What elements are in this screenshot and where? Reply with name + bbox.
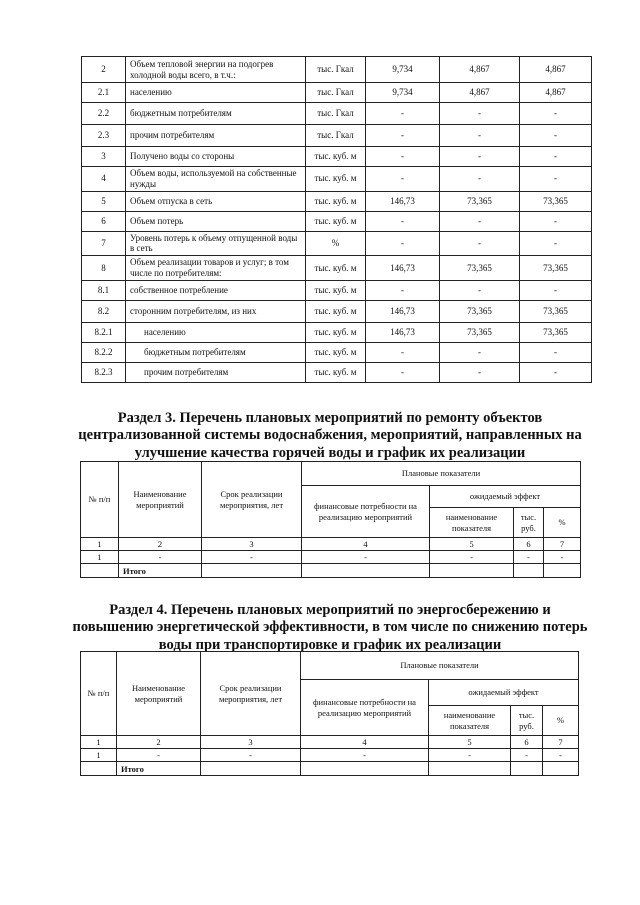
col-plan-header: Плановые показатели (301, 652, 579, 680)
row-number: 6 (82, 211, 126, 231)
row-name: Объем тепловой энергии на подогрев холодной воды всего, в т.ч.: (126, 57, 306, 83)
row-name: бюджетным потребителям (126, 103, 306, 125)
col-finance-header: финансовые потребности на реализацию мероприятий (301, 680, 429, 736)
row-name: населению (126, 83, 306, 103)
balance-table (81, 56, 592, 383)
cell (81, 564, 119, 578)
table-row (82, 125, 592, 147)
row-unit: тыс. куб. м (306, 362, 366, 382)
col-finance-header: финансовые потребности на реализацию мероприятий (302, 486, 430, 538)
row-value: 73,365 (440, 300, 520, 322)
row-value: - (440, 362, 520, 382)
row-value: - (366, 103, 440, 125)
row-value: - (520, 280, 592, 300)
colnum: 4 (302, 538, 430, 551)
col-rub-header: тыс. руб. (514, 508, 544, 538)
cell (511, 762, 543, 776)
row-unit: тыс. куб. м (306, 280, 366, 300)
colnum: 3 (202, 538, 302, 551)
row-unit: тыс. Гкал (306, 83, 366, 103)
table-row (82, 342, 592, 362)
cell: - (302, 551, 430, 564)
row-value: 9,734 (366, 83, 440, 103)
row-unit: тыс. куб. м (306, 147, 366, 167)
section3-table (80, 461, 581, 578)
row-number: 8.2.2 (82, 342, 126, 362)
cell: - (202, 551, 302, 564)
cell (81, 762, 117, 776)
table-row (81, 749, 579, 762)
row-name: прочим потребителям (126, 362, 306, 382)
col-name-header: Наименование мероприятий (119, 462, 202, 538)
colnum: 2 (119, 538, 202, 551)
row-unit: тыс. Гкал (306, 57, 366, 83)
row-value: 73,365 (440, 256, 520, 281)
row-value: - (366, 147, 440, 167)
row-unit: тыс. куб. м (306, 211, 366, 231)
row-name: сторонним потребителям, из них (126, 300, 306, 322)
row-number: 8.2.3 (82, 362, 126, 382)
row-unit: тыс. Гкал (306, 125, 366, 147)
row-value: - (366, 362, 440, 382)
cell (202, 564, 302, 578)
total-label: Итого (117, 762, 201, 776)
cell: - (119, 551, 202, 564)
row-value: - (520, 211, 592, 231)
cell: - (201, 749, 301, 762)
table-row (82, 256, 592, 281)
col-name-header: Наименование мероприятий (117, 652, 201, 736)
cell: - (543, 749, 579, 762)
row-value: 146,73 (366, 300, 440, 322)
row-name: Объем потерь (126, 211, 306, 231)
cell (201, 762, 301, 776)
column-number-row (81, 736, 579, 749)
row-number: 8.1 (82, 280, 126, 300)
row-name: собственное потребление (126, 280, 306, 300)
row-value: - (520, 231, 592, 256)
col-indicator-header: наименование показателя (429, 706, 511, 736)
row-value: - (366, 167, 440, 192)
colnum: 2 (117, 736, 201, 749)
colnum: 4 (301, 736, 429, 749)
row-name: бюджетным потребителям (126, 342, 306, 362)
row-unit: тыс. куб. м (306, 322, 366, 342)
table-row (82, 211, 592, 231)
row-value: - (520, 147, 592, 167)
col-effect-header: ожидаемый эффект (429, 680, 579, 706)
cell: 1 (81, 551, 119, 564)
row-value: 73,365 (440, 322, 520, 342)
total-row (81, 564, 581, 578)
table-row (82, 300, 592, 322)
cell (514, 564, 544, 578)
cell: - (544, 551, 581, 564)
row-unit: % (306, 231, 366, 256)
row-value: - (366, 125, 440, 147)
row-number: 7 (82, 231, 126, 256)
row-value: - (440, 125, 520, 147)
column-number-row (81, 538, 581, 551)
row-value: - (440, 147, 520, 167)
cell: 1 (81, 749, 117, 762)
cell (429, 762, 511, 776)
row-value: - (440, 280, 520, 300)
colnum: 5 (429, 736, 511, 749)
section4-table (80, 651, 579, 776)
table-row (82, 322, 592, 342)
cell: - (429, 749, 511, 762)
row-number: 8.2 (82, 300, 126, 322)
row-name: Объем реализации товаров и услуг; в том числе по потребителям: (126, 256, 306, 281)
colnum: 5 (430, 538, 514, 551)
row-value: 4,867 (440, 57, 520, 83)
row-number: 8.2.1 (82, 322, 126, 342)
row-unit: тыс. куб. м (306, 256, 366, 281)
row-number: 8 (82, 256, 126, 281)
col-term-header: Срок реализации мероприятия, лет (201, 652, 301, 736)
row-unit: тыс. куб. м (306, 300, 366, 322)
cell: - (430, 551, 514, 564)
cell: - (514, 551, 544, 564)
section4-heading: Раздел 4. Перечень плановых мероприятий по энергосбережению и повышению энергетической эффективности, в том числе по снижению потерь воды при транспортировке и график их реализации (72, 602, 588, 653)
cell (543, 762, 579, 776)
row-name: Уровень потерь к объему отпущенной воды в сеть (126, 231, 306, 256)
row-value: 146,73 (366, 322, 440, 342)
colnum: 3 (201, 736, 301, 749)
colnum: 6 (511, 736, 543, 749)
row-value: - (440, 211, 520, 231)
col-num-header: № п/п (81, 652, 117, 736)
row-unit: тыс. Гкал (306, 103, 366, 125)
row-value: - (520, 125, 592, 147)
row-value: 4,867 (440, 83, 520, 103)
row-number: 2.2 (82, 103, 126, 125)
row-value: - (520, 167, 592, 192)
cell (301, 762, 429, 776)
row-value: 146,73 (366, 256, 440, 281)
colnum: 1 (81, 538, 119, 551)
row-value: - (520, 103, 592, 125)
row-value: 4,867 (520, 83, 592, 103)
row-value: - (440, 231, 520, 256)
col-rub-header: тыс. руб. (511, 706, 543, 736)
cell (302, 564, 430, 578)
colnum: 7 (543, 736, 579, 749)
table-row (82, 147, 592, 167)
row-value: - (366, 280, 440, 300)
col-plan-header: Плановые показатели (302, 462, 581, 486)
row-value: 73,365 (440, 191, 520, 211)
section3-heading: Раздел 3. Перечень плановых мероприятий по ремонту объектов централизованной системы водоснабжения, мероприятий, направленных на улучшение качества горячей воды и график их реализации (78, 410, 582, 461)
table-row (81, 551, 581, 564)
colnum: 7 (544, 538, 581, 551)
row-number: 5 (82, 191, 126, 211)
row-value: - (520, 362, 592, 382)
cell (430, 564, 514, 578)
table-row (82, 83, 592, 103)
col-effect-header: ожидаемый эффект (430, 486, 581, 508)
row-value: 146,73 (366, 191, 440, 211)
table-row (82, 57, 592, 83)
col-num-header: № п/п (81, 462, 119, 538)
row-value: - (440, 103, 520, 125)
table-row (82, 191, 592, 211)
row-number: 2.1 (82, 83, 126, 103)
row-name: прочим потребителям (126, 125, 306, 147)
row-value: - (366, 342, 440, 362)
row-name: Объем воды, используемой на собственные нужды (126, 167, 306, 192)
row-number: 4 (82, 167, 126, 192)
row-value: 4,867 (520, 57, 592, 83)
row-value: - (440, 167, 520, 192)
total-label: Итого (119, 564, 202, 578)
table-row (82, 362, 592, 382)
table-row (82, 280, 592, 300)
row-name: населению (126, 322, 306, 342)
cell: - (301, 749, 429, 762)
col-indicator-header: наименование показателя (430, 508, 514, 538)
row-name: Объем отпуска в сеть (126, 191, 306, 211)
col-pct-header: % (543, 706, 579, 736)
cell (544, 564, 581, 578)
col-term-header: Срок реализации мероприятия, лет (202, 462, 302, 538)
row-name: Получено воды со стороны (126, 147, 306, 167)
row-number: 2 (82, 57, 126, 83)
colnum: 6 (514, 538, 544, 551)
table-row (82, 167, 592, 192)
table-row (82, 103, 592, 125)
colnum: 1 (81, 736, 117, 749)
row-unit: тыс. куб. м (306, 167, 366, 192)
row-value: 9,734 (366, 57, 440, 83)
row-value: 73,365 (520, 191, 592, 211)
row-value: 73,365 (520, 256, 592, 281)
total-row (81, 762, 579, 776)
cell: - (117, 749, 201, 762)
row-unit: тыс. куб. м (306, 342, 366, 362)
row-value: 73,365 (520, 300, 592, 322)
row-value: - (440, 342, 520, 362)
table-row (82, 231, 592, 256)
row-number: 2.3 (82, 125, 126, 147)
row-value: - (520, 342, 592, 362)
row-value: 73,365 (520, 322, 592, 342)
col-pct-header: % (544, 508, 581, 538)
row-number: 3 (82, 147, 126, 167)
row-value: - (366, 231, 440, 256)
row-unit: тыс. куб. м (306, 191, 366, 211)
cell: - (511, 749, 543, 762)
row-value: - (366, 211, 440, 231)
